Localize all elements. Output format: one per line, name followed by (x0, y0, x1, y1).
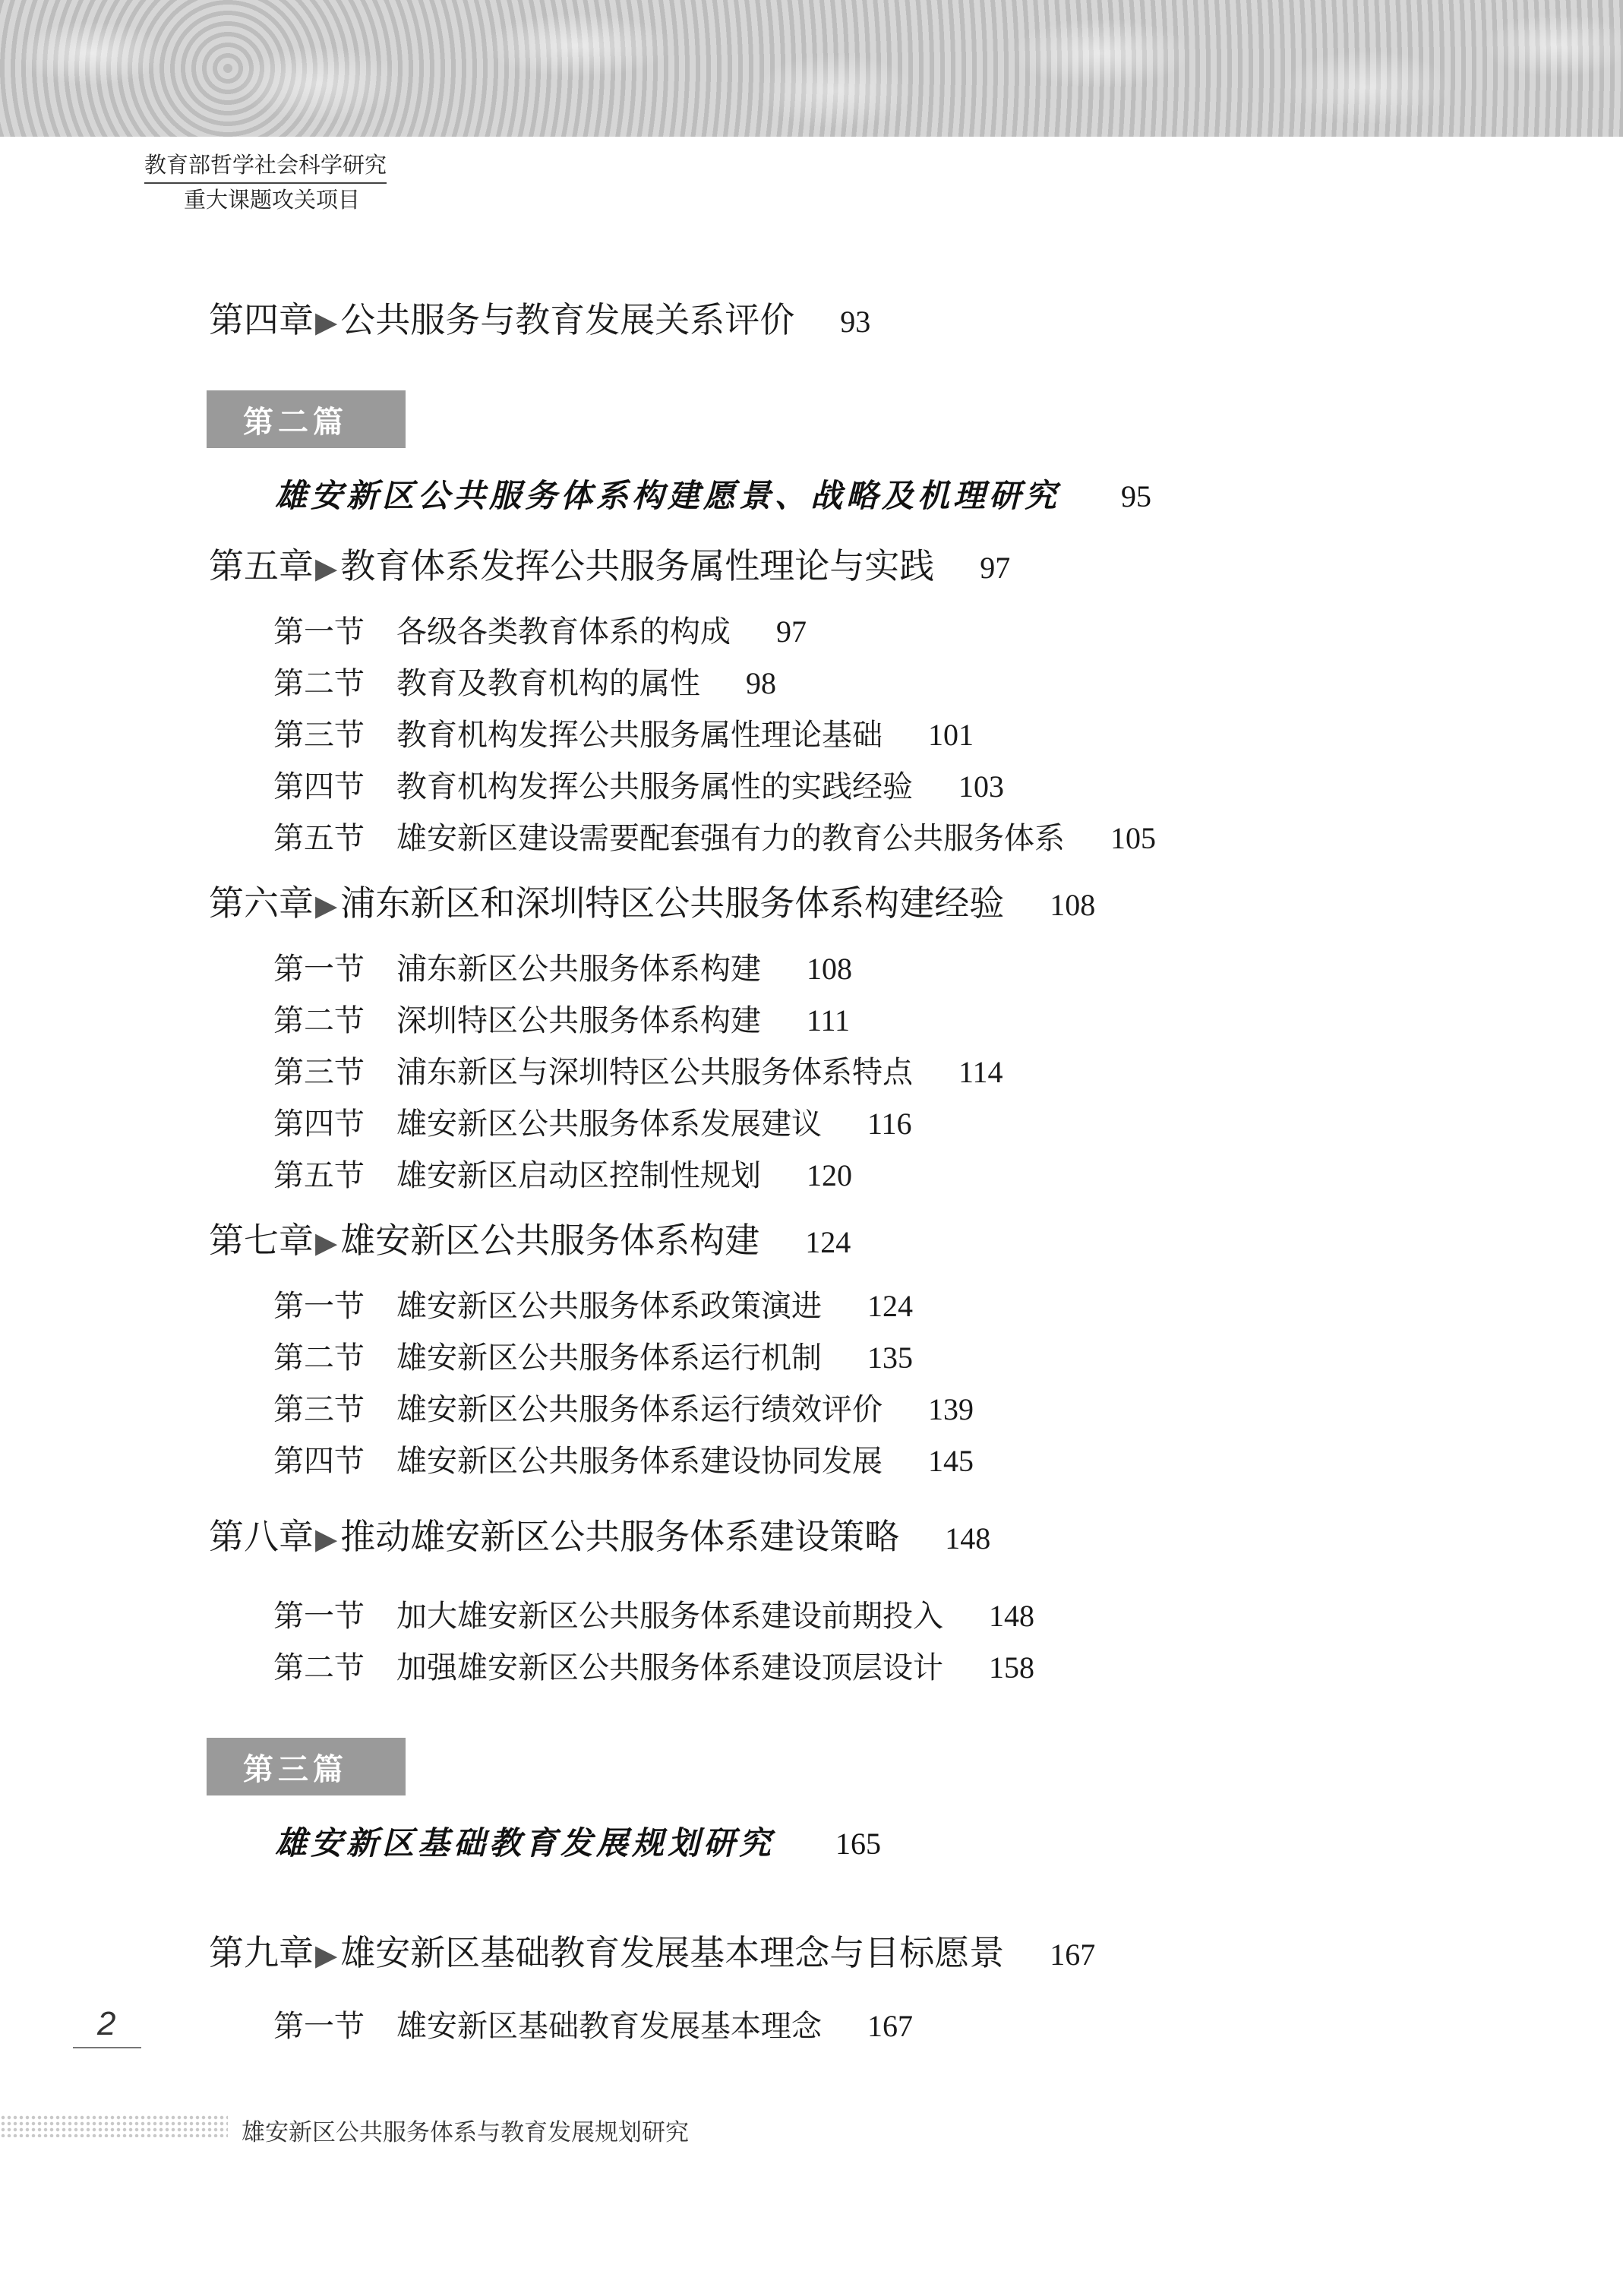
section-number: 第一节 (273, 1289, 365, 1324)
section-title: 雄安新区公共服务体系运行绩效评价 (396, 1392, 883, 1427)
page-number: 148 (945, 1521, 991, 1555)
part-label-3: 第三篇 (207, 1738, 406, 1795)
section-title: 教育及教育机构的属性 (396, 666, 700, 701)
page-number: 95 (1121, 479, 1152, 513)
toc-chapter-6[interactable] (209, 883, 1096, 924)
page-number: 108 (1050, 888, 1096, 922)
page-number: 108 (807, 952, 852, 986)
section-title: 加大雄安新区公共服务体系建设前期投入 (396, 1599, 943, 1634)
series-header (144, 149, 387, 216)
section-title: 雄安新区公共服务体系建设协同发展 (396, 1444, 883, 1479)
chapter-title: 雄安新区公共服务体系构建 (340, 1220, 760, 1261)
section-number: 第一节 (273, 1599, 365, 1634)
toc-section[interactable] (273, 1291, 913, 1322)
section-title: 深圳特区公共服务体系构建 (396, 1003, 761, 1038)
page-number: 93 (840, 305, 871, 339)
page-number: 116 (867, 1107, 912, 1141)
section-number: 第四节 (273, 1107, 365, 1142)
toc-part-3[interactable] (275, 1818, 881, 1864)
page-number: 167 (867, 2009, 913, 2043)
section-number: 第二节 (273, 1003, 365, 1038)
page-number: 98 (746, 666, 776, 700)
chapter-title: 推动雄安新区公共服务体系建设策略 (340, 1516, 900, 1557)
toc-section[interactable] (273, 1444, 974, 1479)
footer-book-title: 雄安新区公共服务体系与教育发展规划研究 (242, 2119, 689, 2146)
chapter-number: 第七章 (209, 1220, 314, 1261)
section-number: 第一节 (273, 952, 365, 987)
section-number: 第二节 (273, 666, 365, 701)
chapter-title: 浦东新区和深圳特区公共服务体系构建经验 (340, 883, 1005, 924)
page-number: 97 (980, 551, 1011, 585)
chapter-number: 第八章 (209, 1516, 314, 1557)
section-title: 教育机构发挥公共服务属性理论基础 (396, 718, 883, 753)
page-number: 111 (807, 1003, 851, 1037)
page-number-underline (73, 2047, 141, 2048)
section-number: 第五节 (273, 1158, 365, 1193)
section-title: 教育机构发挥公共服务属性的实践经验 (396, 769, 913, 804)
section-number: 第三节 (273, 718, 365, 753)
section-title: 浦东新区与深圳特区公共服务体系特点 (396, 1055, 913, 1090)
toc-chapter-7[interactable] (209, 1220, 851, 1261)
toc-section[interactable] (273, 614, 807, 649)
section-title: 加强雄安新区公共服务体系建设顶层设计 (396, 1650, 943, 1685)
page-number: 105 (1110, 821, 1156, 855)
toc-chapter-8[interactable] (209, 1516, 991, 1557)
chapter-number: 第四章 (209, 299, 314, 340)
toc-section[interactable] (273, 1057, 1003, 1088)
page-number: 167 (1050, 1938, 1096, 1972)
chapter-number: 第六章 (209, 883, 314, 924)
toc-section[interactable] (273, 1599, 1034, 1634)
right-triangle-icon: ▶ (315, 1522, 338, 1555)
toc-section[interactable] (273, 823, 1156, 854)
decorative-cloud-banner (0, 0, 1623, 137)
section-number: 第四节 (273, 769, 365, 804)
right-triangle-icon: ▶ (315, 889, 338, 922)
page-number-footer: 2 (97, 2005, 116, 2042)
series-line-2: 重大课题攻关项目 (184, 187, 361, 213)
section-title: 雄安新区公共服务体系运行机制 (396, 1341, 822, 1375)
part-title: 雄安新区基础教育发展规划研究 (275, 1824, 775, 1862)
part-title: 雄安新区公共服务体系构建愿景、战略及机理研究 (275, 477, 1061, 514)
toc-section[interactable] (273, 1107, 912, 1142)
chapter-title: 教育体系发挥公共服务属性理论与实践 (340, 545, 935, 586)
toc-section[interactable] (273, 668, 776, 699)
page-number: 97 (776, 614, 807, 649)
section-number: 第二节 (273, 1341, 365, 1375)
part-label-2: 第二篇 (207, 390, 406, 448)
toc-section[interactable] (273, 769, 1004, 804)
toc-section[interactable] (273, 1158, 852, 1193)
page-number: 114 (958, 1055, 1003, 1089)
chapter-title: 雄安新区基础教育发展基本理念与目标愿景 (340, 1932, 1005, 1973)
page-number: 120 (807, 1158, 852, 1192)
page-number: 158 (989, 1650, 1034, 1685)
toc-section[interactable] (273, 1650, 1034, 1685)
page-number: 148 (989, 1599, 1034, 1633)
right-triangle-icon: ▶ (315, 305, 338, 339)
page-number: 145 (928, 1444, 974, 1478)
section-title: 浦东新区公共服务体系构建 (396, 952, 761, 987)
toc-section[interactable] (273, 718, 974, 753)
right-triangle-icon: ▶ (315, 1938, 338, 1972)
section-number: 第三节 (273, 1055, 365, 1090)
section-title: 各级各类教育体系的构成 (396, 614, 731, 649)
toc-chapter-5[interactable] (209, 545, 1011, 586)
chapter-title: 公共服务与教育发展关系评价 (340, 299, 795, 340)
section-number: 第一节 (273, 614, 365, 649)
toc-part-2[interactable] (275, 471, 1151, 516)
toc-section[interactable] (273, 1394, 974, 1425)
page-number: 103 (958, 769, 1004, 804)
page-number: 135 (867, 1341, 913, 1375)
section-title: 雄安新区公共服务体系发展建议 (396, 1107, 822, 1142)
toc-chapter-9[interactable] (209, 1932, 1096, 1973)
right-triangle-icon: ▶ (315, 551, 338, 585)
toc-section[interactable] (273, 1343, 913, 1373)
footer-dot-pattern (0, 2114, 228, 2137)
toc-chapter-4[interactable] (209, 299, 871, 340)
section-number: 第二节 (273, 1650, 365, 1685)
toc-section[interactable] (273, 2011, 913, 2042)
toc-section[interactable] (273, 952, 852, 987)
page-number: 124 (805, 1225, 851, 1259)
series-line-1: 教育部哲学社会科学研究 (144, 149, 387, 184)
section-number: 第五节 (273, 821, 365, 856)
section-title: 雄安新区建设需要配套强有力的教育公共服务体系 (396, 821, 1065, 856)
page-number: 101 (928, 718, 974, 752)
section-number: 第一节 (273, 2009, 365, 2044)
right-triangle-icon: ▶ (315, 1226, 338, 1259)
page-number: 139 (928, 1392, 974, 1426)
section-number: 第三节 (273, 1392, 365, 1427)
section-title: 雄安新区基础教育发展基本理念 (396, 2009, 822, 2044)
chapter-number: 第九章 (209, 1932, 314, 1973)
chapter-number: 第五章 (209, 545, 314, 586)
section-title: 雄安新区公共服务体系政策演进 (396, 1289, 822, 1324)
toc-section[interactable] (273, 1003, 851, 1038)
section-number: 第四节 (273, 1444, 365, 1479)
page-number: 124 (867, 1289, 913, 1323)
section-title: 雄安新区启动区控制性规划 (396, 1158, 761, 1193)
page-number: 165 (835, 1827, 882, 1861)
